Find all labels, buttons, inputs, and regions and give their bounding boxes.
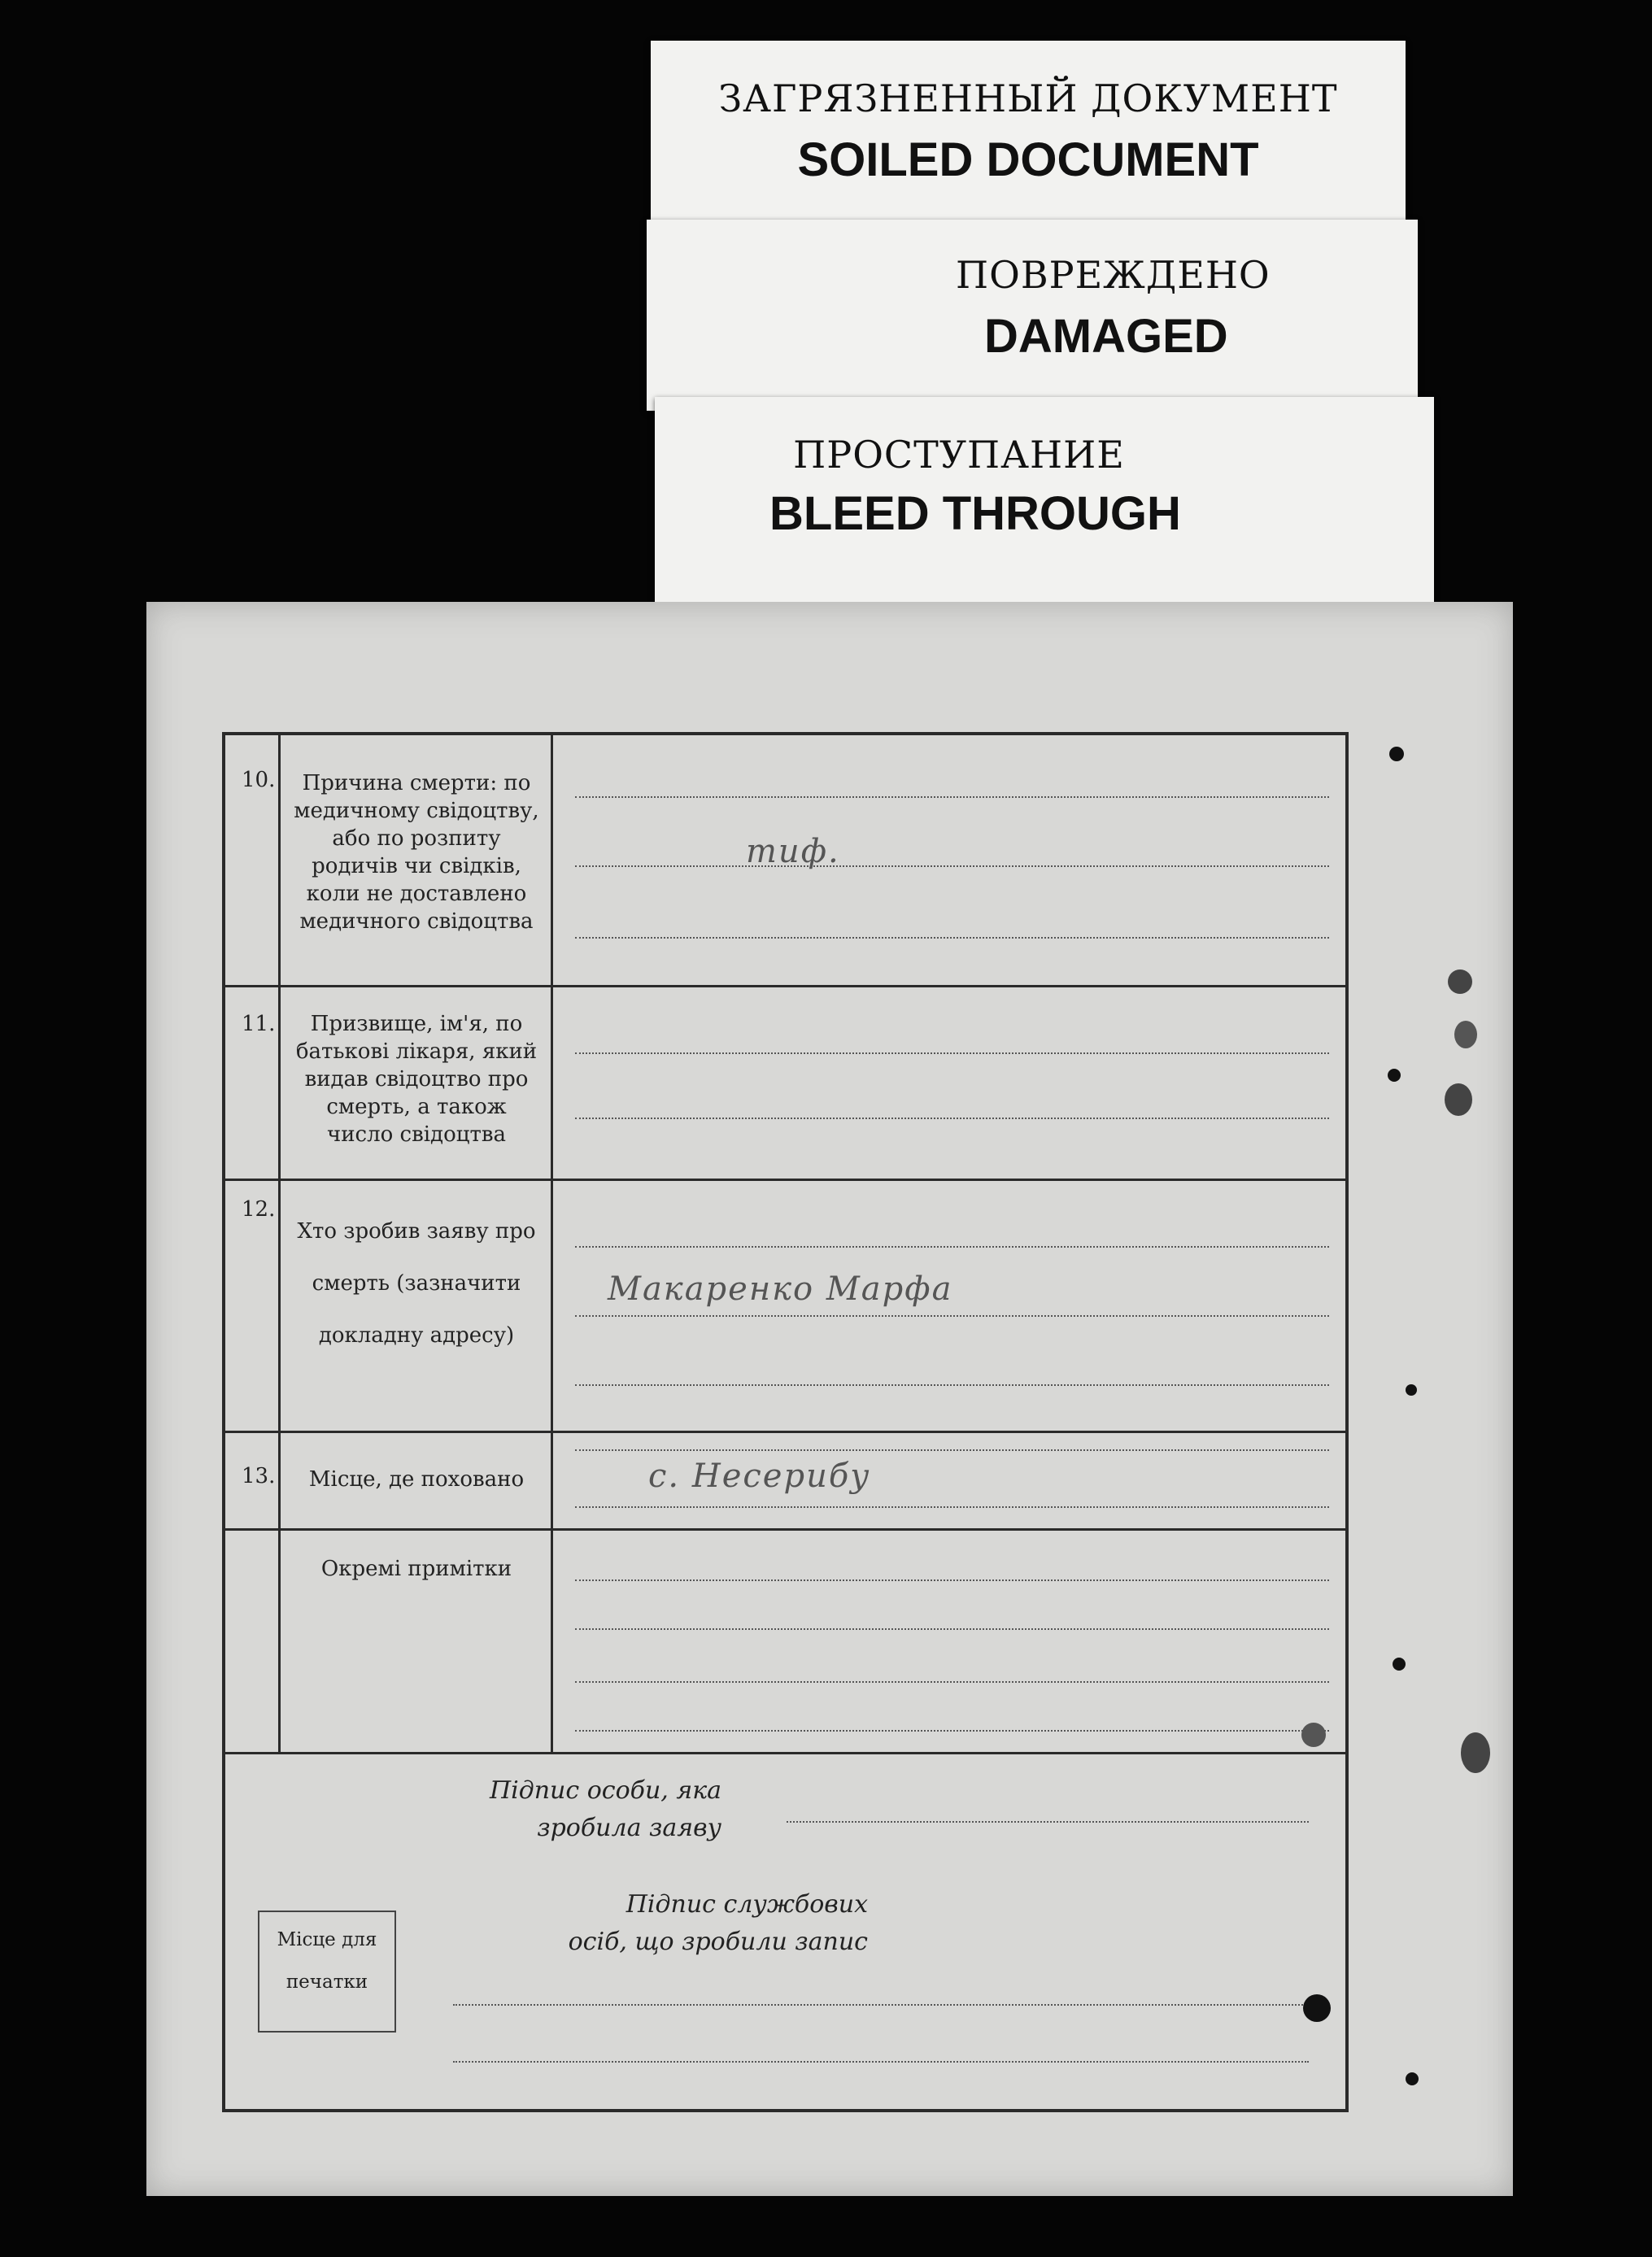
- document-sheet: [146, 602, 1513, 2196]
- signature-officials-line: [453, 2004, 1309, 2006]
- handwritten-entry: тиф.: [746, 833, 840, 870]
- stain: [1461, 1732, 1490, 1773]
- signature-officials-label: Підпис службових осіб, що зробили запис: [568, 1890, 868, 1956]
- stain: [1448, 969, 1472, 994]
- signature-officials-line: [453, 2061, 1309, 2063]
- damaged-flag: [647, 220, 1418, 411]
- table-row: [225, 1181, 1345, 1433]
- punch-hole: [1389, 747, 1404, 761]
- row-label: Місце, де поховано: [308, 1467, 525, 1492]
- stamp-place-box: Місце для печатки: [258, 1911, 396, 2033]
- handwritten-entry: Макаренко Марфа: [608, 1270, 953, 1308]
- row-label: Хто зробив заяву про смерть (зазначити докладну адресу): [297, 1219, 536, 1348]
- flag-en-text: BLEED THROUGH: [769, 487, 1181, 540]
- flag-ru-text: ПРОСТУПАНИЕ: [793, 433, 1125, 477]
- flag-ru-text: ЗАГРЯЗНЕННЫЙ ДОКУМЕНТ: [718, 76, 1338, 120]
- table-row: [225, 987, 1345, 1181]
- handwritten-entry: с. Несерибу: [648, 1457, 871, 1495]
- flag-ru-text: ПОВРЕЖДЕНО: [956, 253, 1271, 297]
- flag-en-text: DAMAGED: [984, 310, 1228, 363]
- row-number: 10.: [242, 768, 276, 792]
- row-number: 12.: [242, 1197, 276, 1222]
- stain: [1301, 1723, 1326, 1747]
- bleed-through-flag: [655, 397, 1434, 608]
- signature-applicant-line: [787, 1821, 1309, 1823]
- flag-en-text: SOILED DOCUMENT: [797, 133, 1259, 186]
- signature-applicant-label: Підпис особи, яка зробила заяву: [489, 1776, 721, 1842]
- punch-hole: [1406, 1384, 1417, 1396]
- row-number: 13.: [242, 1464, 276, 1488]
- row-label: Окремі примітки: [320, 1557, 512, 1581]
- table-row: [225, 735, 1345, 987]
- punch-hole: [1406, 2072, 1419, 2085]
- form-table: [222, 732, 1349, 2112]
- table-row: [225, 1531, 1345, 1754]
- table-row: [225, 1433, 1345, 1531]
- punch-hole: [1388, 1069, 1401, 1082]
- stain: [1454, 1021, 1477, 1048]
- row-label: Причина смерти: по медичному свідоцтву, або по розпиту родичів чи свідків, коли не доставлено медичного свідоцтва: [294, 771, 539, 934]
- row-number: 11.: [242, 1012, 276, 1036]
- punch-hole: [1393, 1658, 1406, 1671]
- punch-hole: [1303, 1994, 1331, 2022]
- row-label: Призвище, ім'я, по батькові лікаря, який видав свідоцтво про смерть, а також число свідоцтва: [295, 1012, 538, 1147]
- stain: [1445, 1083, 1472, 1116]
- soiled-document-flag: [651, 41, 1406, 236]
